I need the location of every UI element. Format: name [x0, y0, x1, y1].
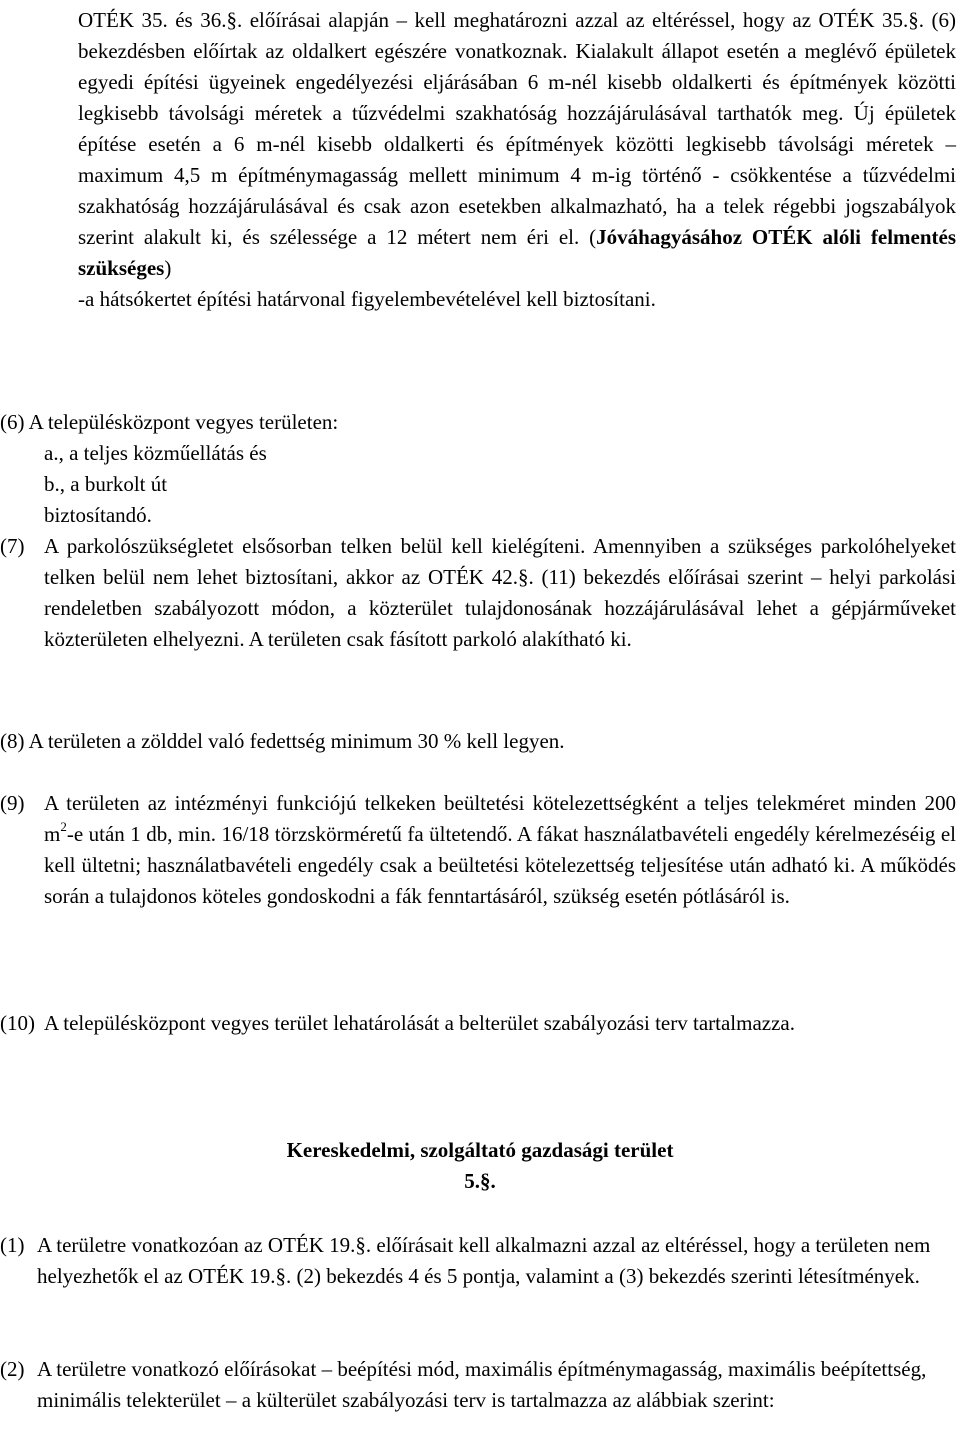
section-5-paragraph-2-number: (2) — [0, 1357, 25, 1381]
paragraph-6-item-a: a., a teljes közműellátás és — [44, 441, 267, 465]
paragraph-10-text: A településközpont vegyes terület lehatárolását a belterület szabályozási terv tartalmazza. — [44, 1011, 795, 1035]
exemption-note-bold: Jóváhagyásához OTÉK alóli felmentés szükséges — [78, 225, 957, 280]
paragraph-7-number: (7) — [0, 534, 25, 558]
paragraph-9-part1: A területen az intézményi funkciójú telkeken beültetési kötelezettségként a teljes telekméret minden 200 m — [44, 791, 956, 846]
oldalkert-text — [78, 5, 956, 284]
superscript-2: 2 — [60, 819, 67, 834]
note-open: ( — [589, 225, 597, 249]
oldalkert-paragraph — [78, 5, 956, 315]
note-close: ) — [164, 256, 172, 280]
paragraph-8: (8) A területen a zölddel való fedettség minimum 30 % kell legyen. — [0, 729, 565, 753]
section-5-paragraph-1-text: A területre vonatkozóan az OTÉK 19.§. előírásait kell alkalmazni azzal az eltéréssel, hogy a területen nem helyezhetők el az OTÉK 19.§. (2) bekezdés 4 és 5 pontja, valamint a (3) bekezdés szerinti létesítmények. — [37, 1233, 931, 1288]
section-number: 5.§. — [464, 1169, 496, 1193]
paragraph-6-item-b: b., a burkolt út — [44, 472, 168, 496]
section-title: Kereskedelmi, szolgáltató gazdasági terület — [286, 1138, 674, 1162]
paragraph-6 — [0, 407, 960, 531]
section-5-paragraph-1-number: (1) — [0, 1233, 25, 1257]
paragraph-9-text — [44, 788, 956, 912]
paragraph-7-text: A parkolószükségletet elsősorban telken belül kell kielégíteni. Amennyiben a szükséges parkolóhelyeket telken belül nem lehet biztosítani, akkor az OTÉK 42.§. (11) bekezdés előírásai szerint – helyi parkolási rendeletben szabályozott módon, a közterület tulajdonosának hozzájárulásával lehet a gépjárműveket közterületen elhelyezni. A területen csak fásított parkoló alakítható ki. — [44, 534, 956, 651]
oldalkert-body: OTÉK 35. és 36.§. előírásai alapján – kell meghatározni azzal az eltéréssel, hogy az OTÉK 35.§. (6) bekezdésben előírtak az oldalkert egészére vonatkoznak. Kialakult állapot esetén a meglévő épületek egyedi építési ügyeinek engedélyezési eljárásában 6 m-nél kisebb oldalkerti és építmények közötti legkisebb távolsági méretek a tűzvédelmi szakhatóság hozzájárulásával tarthatók meg. Új épületek építése esetén a 6 m-nél kisebb oldalkerti és építmények közötti legkisebb távolsági méretek – maximum 4,5 m építménymagasság mellett minimum 4 m-ig történő - csökkentése a tűzvédelmi szakhatóság hozzájárulásával és csak azon esetekben alkalmazható, ha a telek régebbi jogszabályok szerint alakult ki, és szélessége a 12 métert nem éri el. — [78, 8, 956, 249]
paragraph-9-number: (9) — [0, 791, 25, 815]
paragraph-10-number: (10) — [0, 1011, 35, 1035]
paragraph-9-part2: -e után 1 db, min. 16/18 törzskörméretű fa ültetendő. A fákat használatbavételi engedély kérelmezéséig el kell ültetni; használatbavételi engedély csak a beültetési kötelezettség teljesítése után adható ki. A működés során a tulajdonos köteles gondoskodni a fák fenntartásáról, szükség esetén pótlásáról is. — [44, 822, 956, 908]
hatsokert-line: -a hátsókertet építési határvonal figyelembevételével kell biztosítani. — [78, 287, 656, 311]
section-5-paragraph-2-text: A területre vonatkozó előírásokat – beépítési mód, maximális építménymagasság, maximális beépítettség, minimális telekterület – a külterület szabályozási terv is tartalmazza az alábbiak szerint: — [37, 1357, 927, 1412]
paragraph-6-end: biztosítandó. — [44, 503, 152, 527]
paragraph-6-title: (6) A településközpont vegyes területen: — [0, 410, 339, 434]
